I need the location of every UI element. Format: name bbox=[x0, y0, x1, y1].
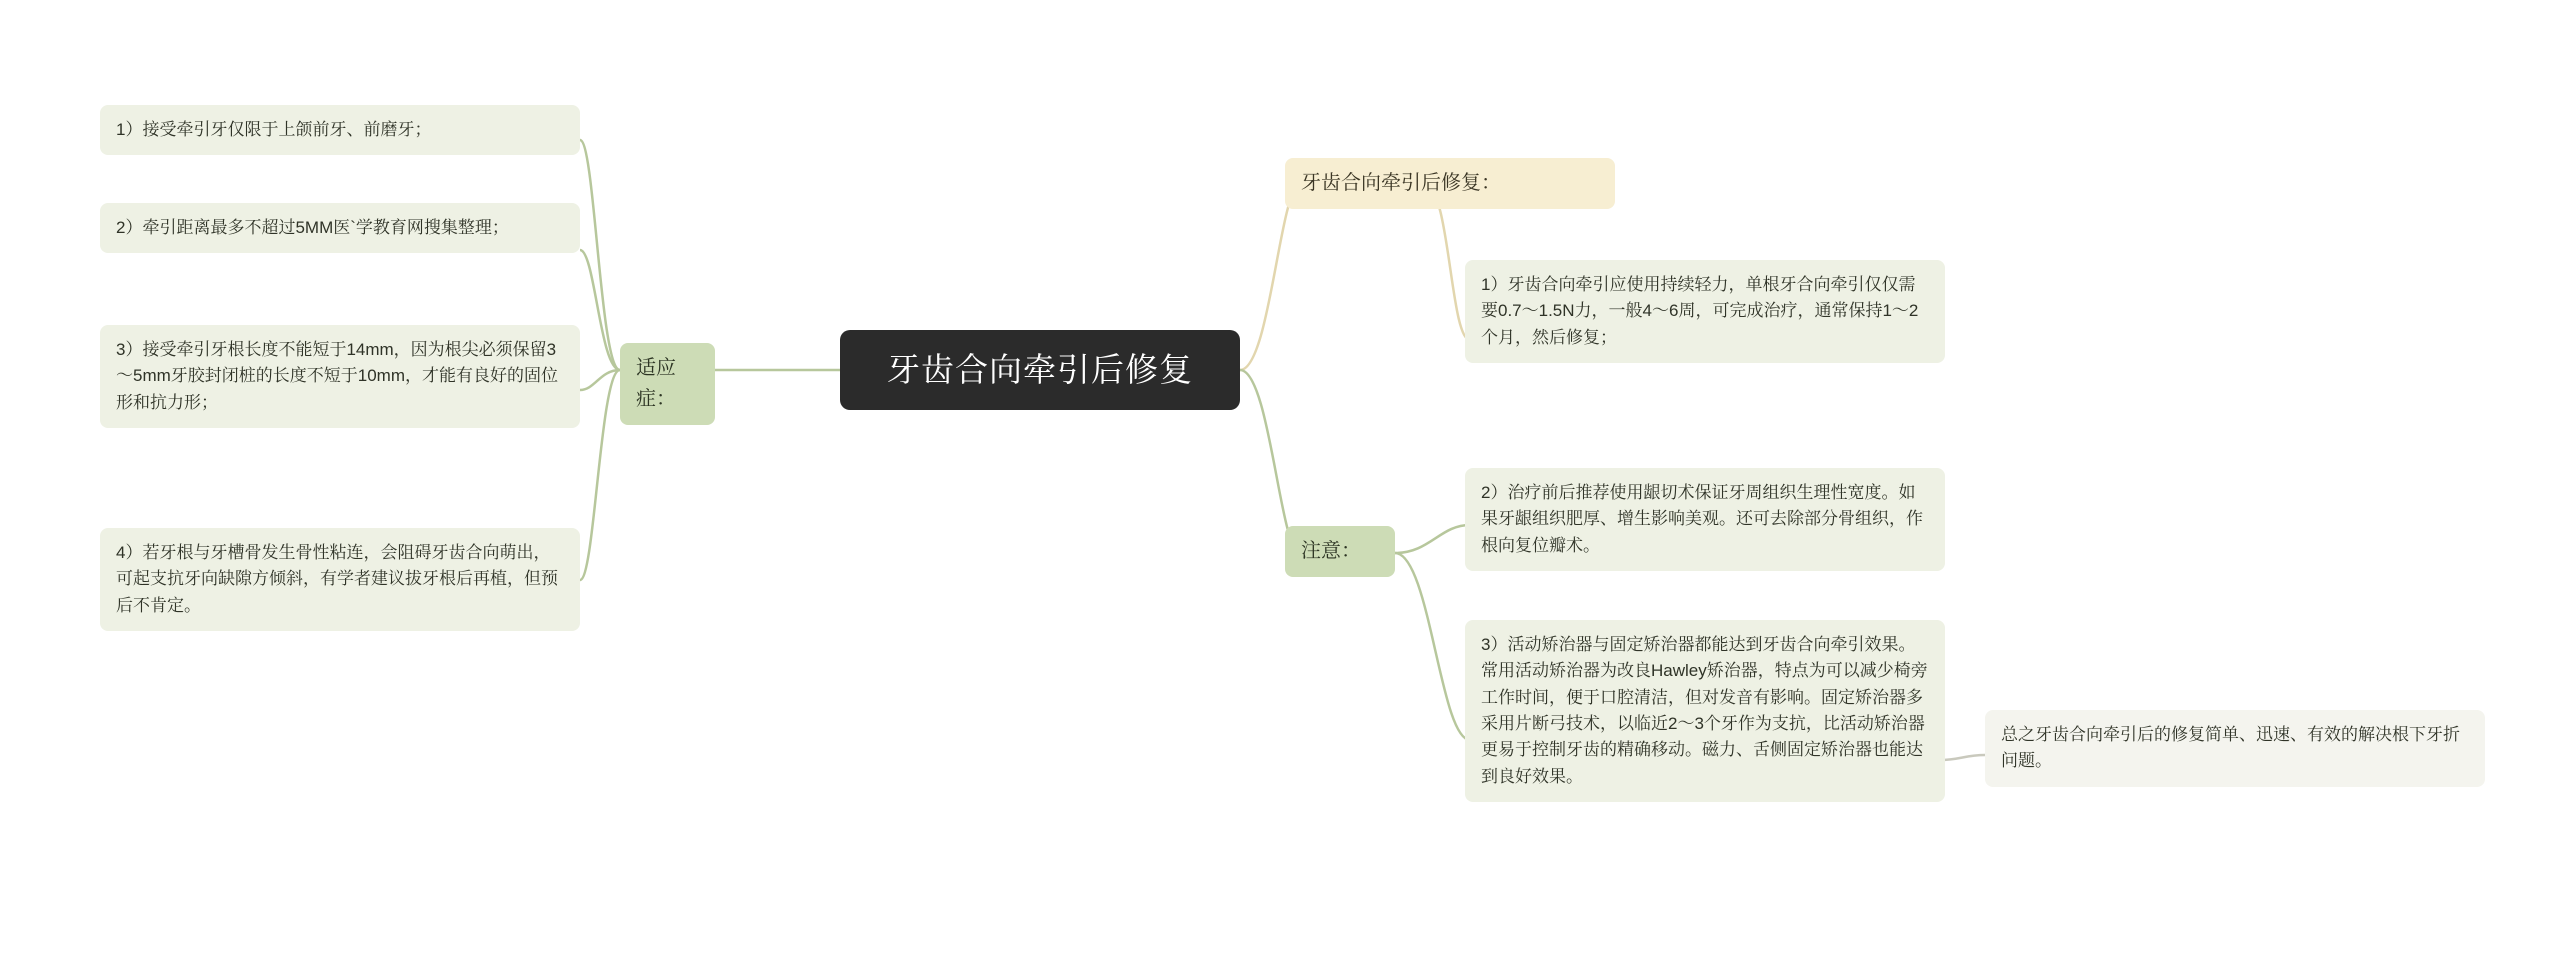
branch-title-repair[interactable]: 牙齿合向牵引后修复： bbox=[1285, 158, 1615, 209]
branch-notes[interactable]: 注意： bbox=[1285, 526, 1395, 577]
list-item-left-4[interactable]: 4）若牙根与牙槽骨发生骨性粘连，会阻碍牙齿合向萌出，可起支抗牙向缺隙方倾斜，有学者建议拔牙根后再植，但预后不肯定。 bbox=[100, 528, 580, 631]
list-item-left-3[interactable]: 3）接受牵引牙根长度不能短于14mm，因为根尖必须保留3～5mm牙胶封闭桩的长度不短于10mm，才能有良好的固位形和抗力形； bbox=[100, 325, 580, 428]
list-item-right-1[interactable]: 1）牙齿合向牵引应使用持续轻力，单根牙合向牵引仅仅需要0.7～1.5N力，一般4～6周，可完成治疗，通常保持1～2个月，然后修复； bbox=[1465, 260, 1945, 363]
list-item-right-3[interactable]: 3）活动矫治器与固定矫治器都能达到牙齿合向牵引效果。常用活动矫治器为改良Hawley矫治器，特点为可以减少椅旁工作时间，便于口腔清洁，但对发音有影响。固定矫治器多采用片断弓技术，以临近2～3个牙作为支抗，比活动矫治器更易于控制牙齿的精确移动。磁力、舌侧固定矫治器也能达到良好效果。 bbox=[1465, 620, 1945, 802]
list-item-left-1[interactable]: 1）接受牵引牙仅限于上颌前牙、前磨牙； bbox=[100, 105, 580, 155]
branch-indications[interactable]: 适应症： bbox=[620, 343, 715, 425]
list-item-left-2[interactable]: 2）牵引距离最多不超过5MM医`学教育网搜集整理； bbox=[100, 203, 580, 253]
summary-node[interactable]: 总之牙齿合向牵引后的修复简单、迅速、有效的解决根下牙折问题。 bbox=[1985, 710, 2485, 787]
list-item-right-2[interactable]: 2）治疗前后推荐使用龈切术保证牙周组织生理性宽度。如果牙龈组织肥厚、增生影响美观。还可去除部分骨组织，作根向复位瓣术。 bbox=[1465, 468, 1945, 571]
root-node[interactable]: 牙齿合向牵引后修复 bbox=[840, 330, 1240, 410]
